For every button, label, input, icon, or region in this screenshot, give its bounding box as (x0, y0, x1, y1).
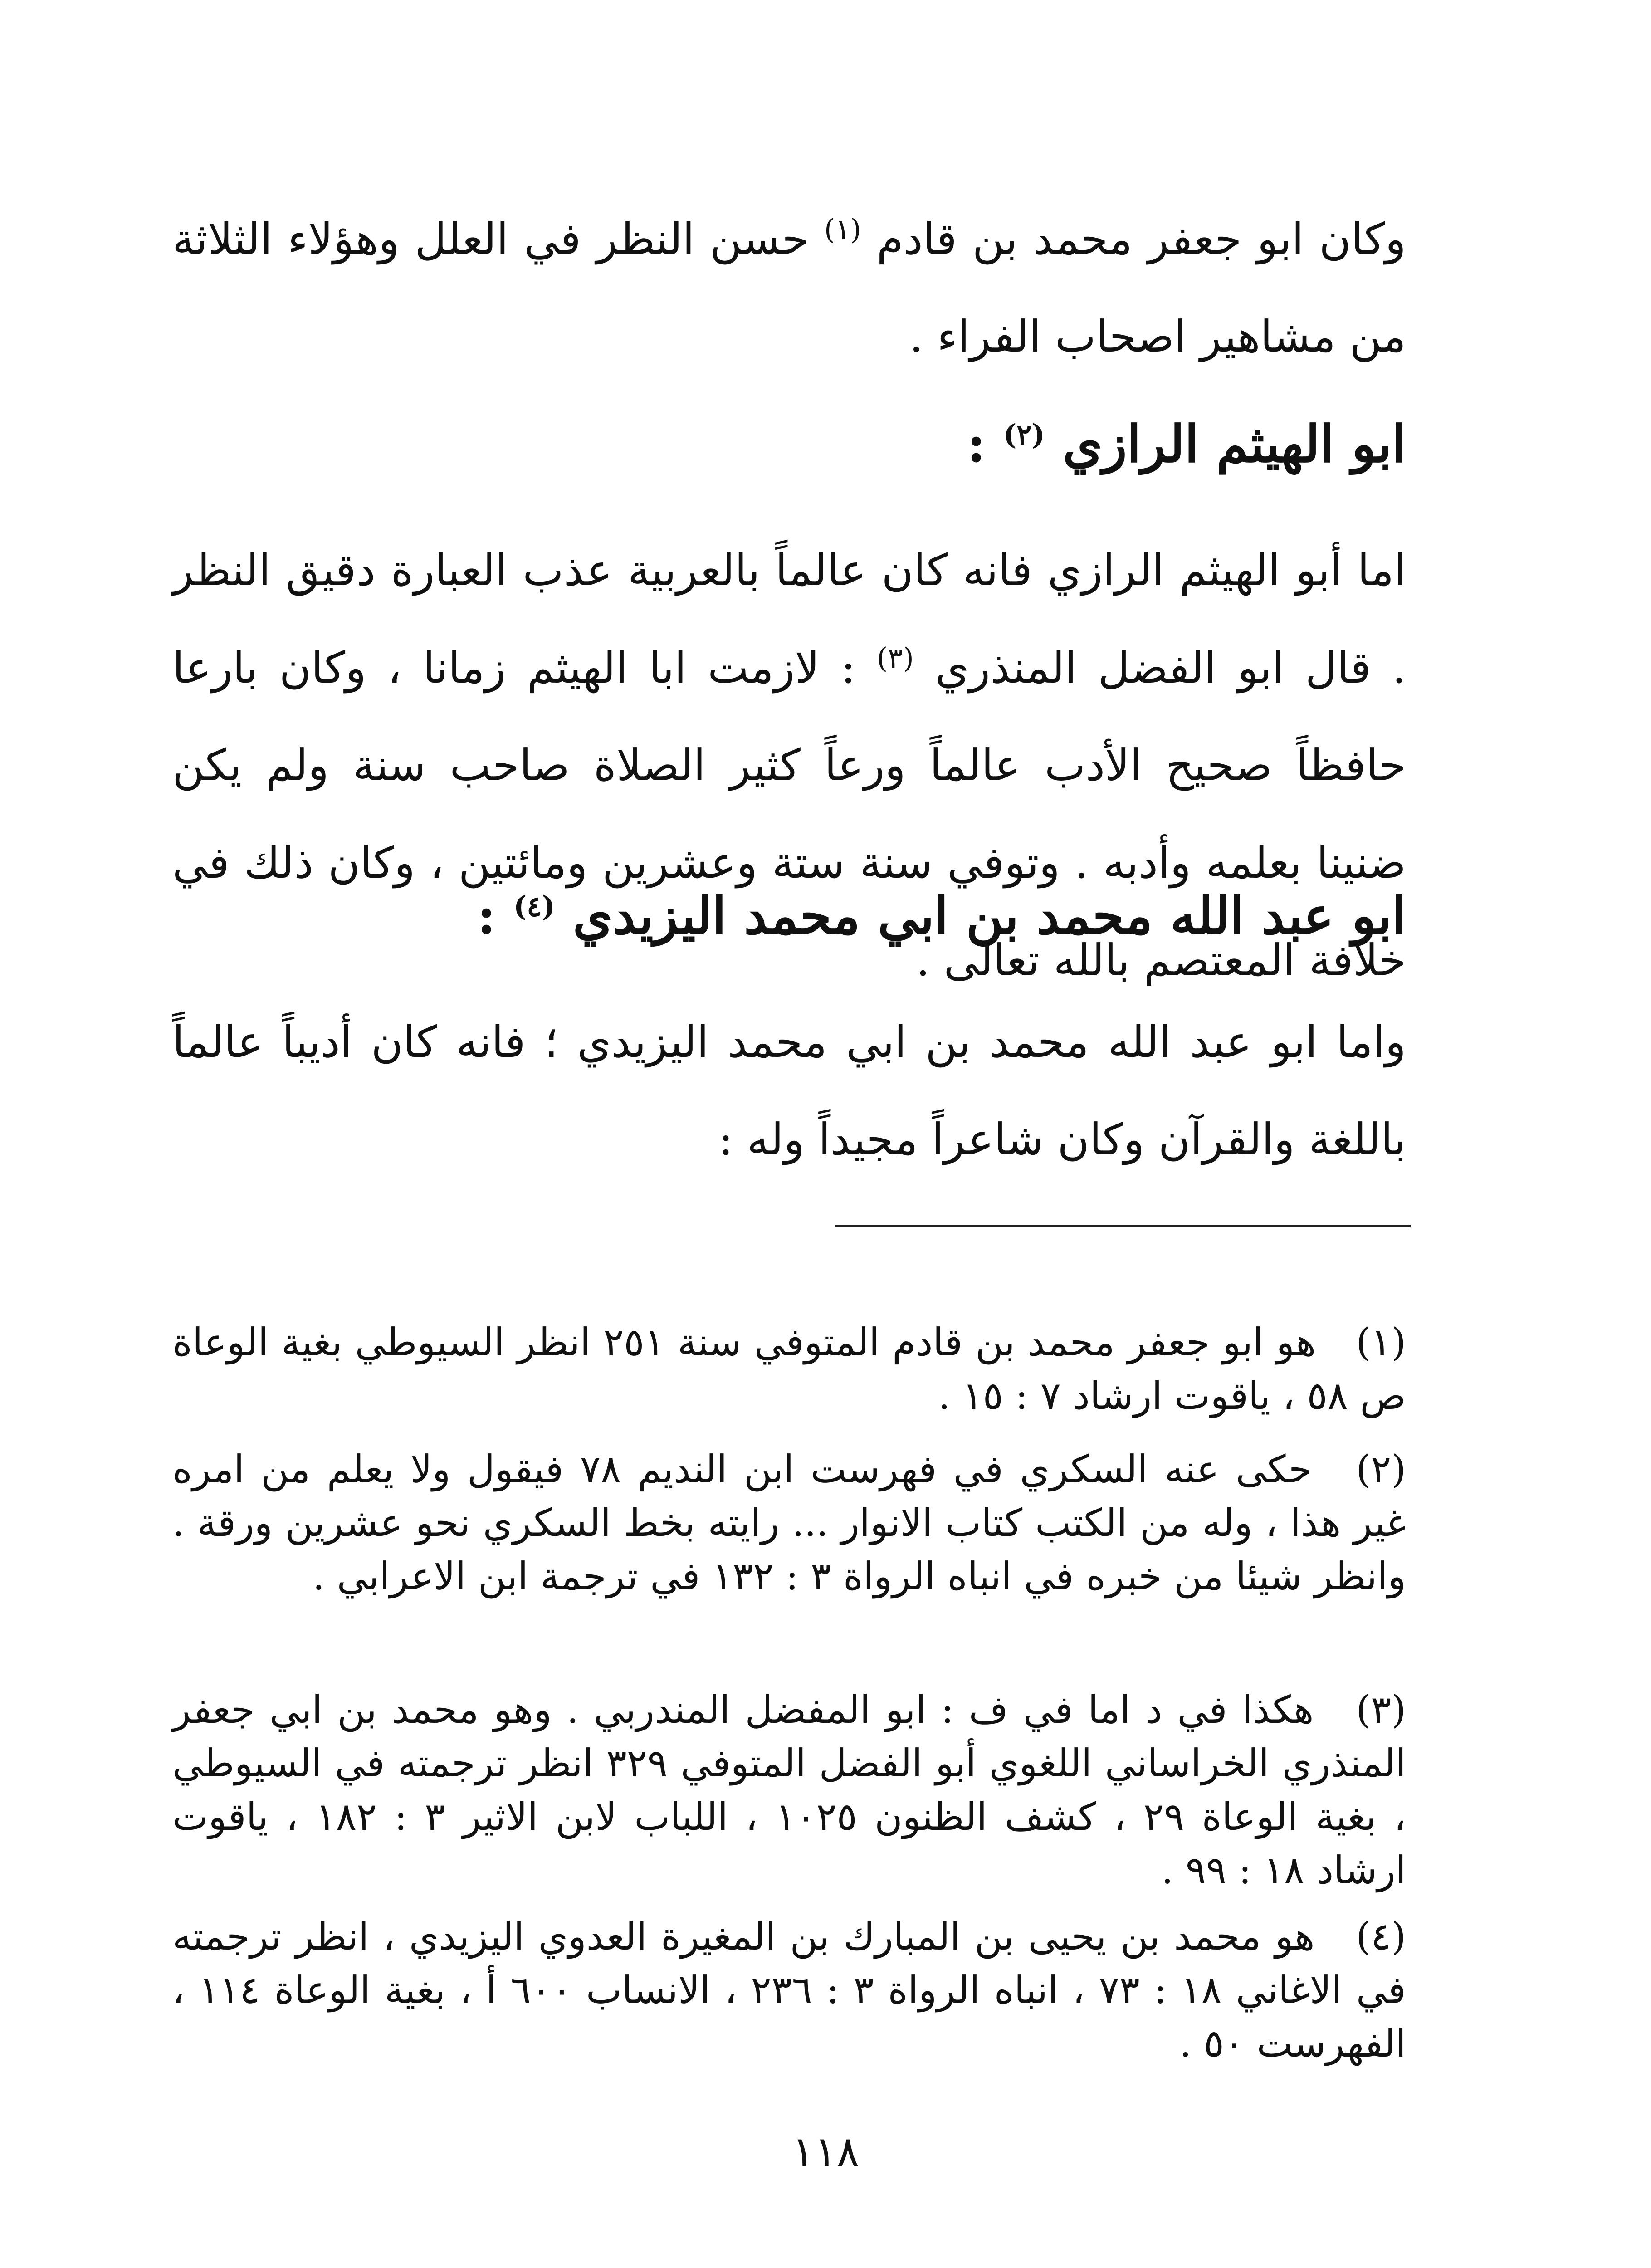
section-heading-abu-al-haytham (172, 399, 1406, 490)
paragraph-1 (172, 191, 1406, 386)
paragraph-1-text-b: حسن النظر في العلل وهؤلاء الثلاثة من مشاهير اصحاب الفراء . (172, 214, 1406, 362)
footnote-3 (172, 1683, 1406, 1897)
heading-1-colon: : (967, 415, 986, 474)
footnote-4 (172, 1910, 1406, 2070)
paragraph-2-text-a: اما أبو الهيثم الرازي فانه كان عالماً بالعربية عذب العبارة دقيق النظر . قال ابو الفضل المنذري (172, 545, 1407, 693)
footnote-1 (172, 1315, 1406, 1422)
section-heading-al-yazidi (172, 871, 1406, 962)
footnote-separator-rule (835, 1225, 1411, 1227)
footnote-1-text: هو ابو جعفر محمد بن قادم المتوفي سنة ٢٥١ انظر السيوطي بغية الوعاة ص ٥٨ ، ياقوت ارشاد ٧ : ١٥ . (172, 1320, 1406, 1418)
paragraph-3-text: واما ابو عبد الله محمد بن ابي محمد اليزيدي ؛ فانه كان أديباً عالماً باللغة والقرآن وكان شاعراً مجيداً وله : (172, 1017, 1406, 1165)
footnote-2-text: حكى عنه السكري في فهرست ابن النديم ٧٨ فيقول ولا يعلم من امره غير هذا ، وله من الكتب كتاب الانوار ... رايته بخط السكري نحو عشرين ورقة . وانظر شيئا من خبره في انباه الرواة ٣ : ١٣٢ في ترجمة ابن الاعرابي . (172, 1447, 1406, 1598)
heading-2-title: ابو عبد الله محمد بن ابي محمد اليزيدي (572, 886, 1406, 946)
footnote-4-text: هو محمد بن يحيى بن المبارك بن المغيرة العدوي اليزيدي ، انظر ترجمته في الاغاني ١٨ : ٧٣ ، انباه الرواة ٣ : ٢٣٦ ، الانساب ٦٠٠ أ ، بغية الوعاة ١١٤ ، الفهرست ٥٠ . (172, 1914, 1407, 2066)
footnote-3-text: هكذا في د اما في ف : ابو المفضل المندربي . وهو محمد بن ابي جعفر المنذري الخراساني اللغوي أبو الفضل المتوفي ٣٢٩ انظر ترجمته في السيوطي ، بغية الوعاة ٢٩ ، كشف الظنون ١٠٢٥ ، اللباب لابن الاثير ٣ : ١٨٢ ، ياقوت ارشاد ١٨ : ٩٩ . (172, 1687, 1406, 1892)
heading-2-colon: : (477, 886, 496, 946)
footnote-ref-4: (٤) (513, 890, 555, 923)
footnote-2-number: (٢) (1356, 1447, 1407, 1491)
footnote-ref-1: (١) (824, 213, 861, 246)
paragraph-3 (172, 993, 1406, 1188)
footnote-3-number: (٣) (1356, 1687, 1407, 1732)
heading-1-title: ابو الهيثم الرازي (1062, 415, 1406, 474)
footnote-4-number: (٤) (1356, 1914, 1407, 1959)
footnote-1-number: (١) (1356, 1320, 1407, 1364)
footnote-2 (172, 1442, 1406, 1603)
paragraph-2-text-b: : لازمت ابا الهيثم زمانا ، وكان بارعا حافظاً صحيح الأدب عالماً ورعاً كثير الصلاة صاحب سنة ولم يكن ضنينا بعلمه وأدبه . وتوفي سنة ستة وعشرين ومائتين ، وكان ذلك في خلافة المعتصم بالله تعالى . (172, 642, 1407, 986)
page-number: ١١٨ (791, 2127, 860, 2176)
footnote-ref-2: (٢) (1003, 418, 1045, 451)
footnote-ref-3: (٣) (877, 641, 914, 675)
paragraph-1-text-a: وكان ابو جعفر محمد بن قادم (876, 214, 1407, 264)
